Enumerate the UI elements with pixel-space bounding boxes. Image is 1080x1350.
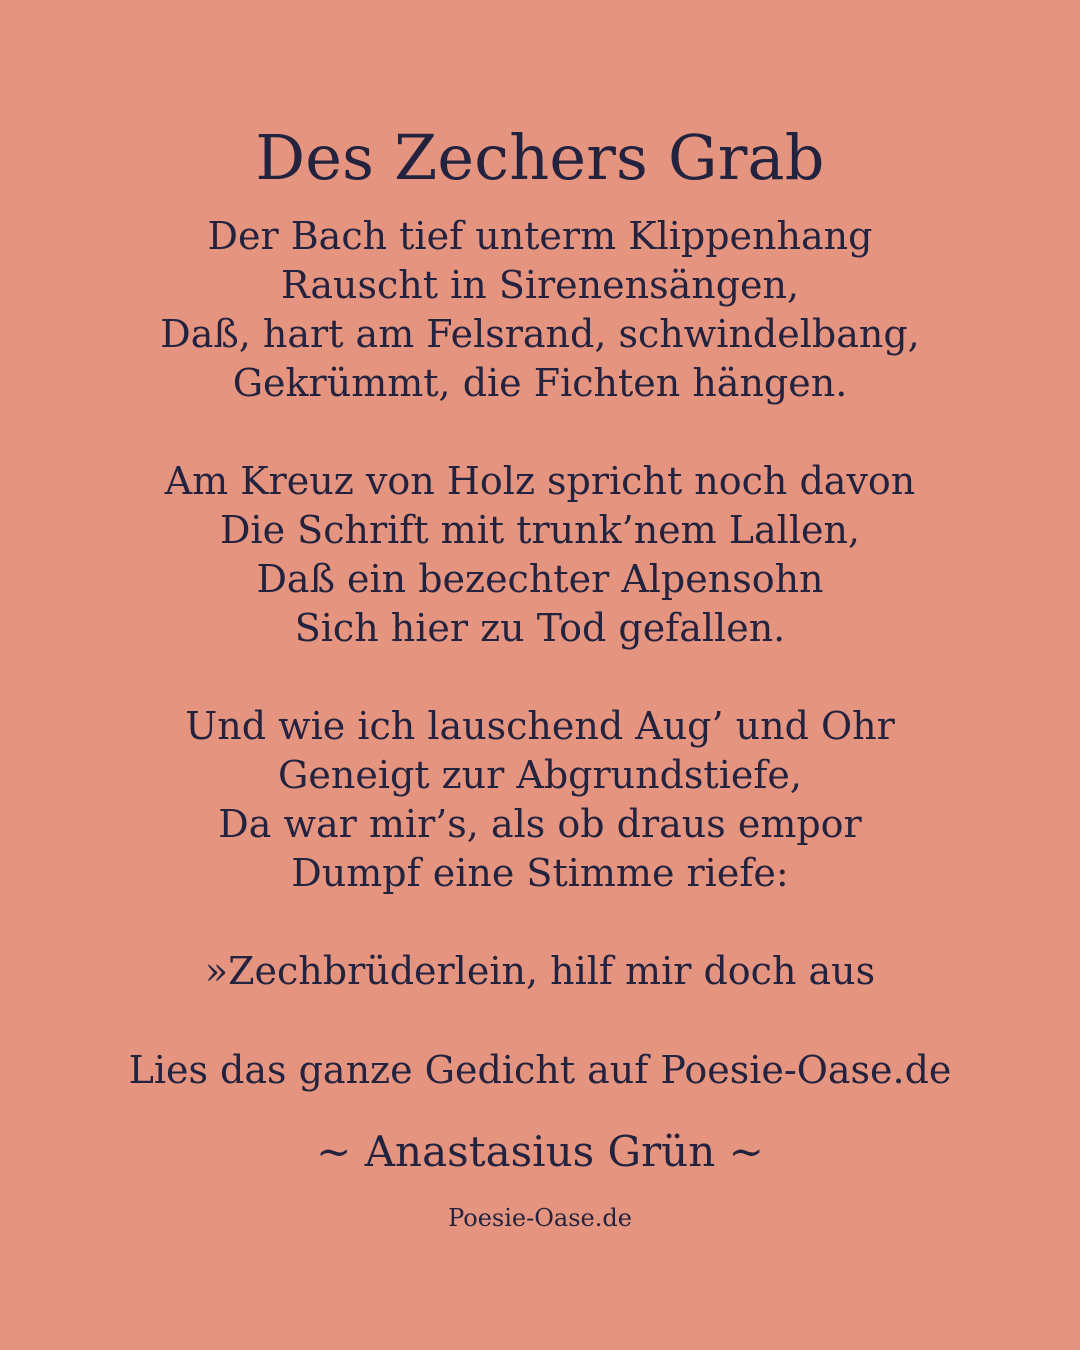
read-more-text: Lies das ganze Gedicht auf Poesie-Oase.de [128,1048,952,1092]
poem-line: Rauscht in Sirenensängen, [280,263,800,307]
poem-line: Daß, hart am Felsrand, schwindelbang, [160,312,920,356]
poem-line: Gekrümmt, die Fichten hängen. [232,361,848,405]
poem-line: Geneigt zur Abgrundstiefe, [278,753,802,797]
poem-line: Die Schrift mit trunk’nem Lallen, [219,508,861,552]
poem-line: Der Bach tief unterm Klippenhang [207,214,873,258]
stanza-1 [0,212,1080,408]
poem-line: Da war mir’s, als ob draus empor [218,802,862,846]
poem-line: Am Kreuz von Holz spricht noch davon [164,459,916,503]
poem-title: Des Zechers Grab [255,121,825,194]
poem-line: Sich hier zu Tod gefallen. [294,606,786,650]
poem-line: »Zechbrüderlein, hilf mir doch aus [204,949,876,993]
poem-line: Dumpf eine Stimme riefe: [291,851,789,895]
author-name: ~ Anastasius Grün ~ [316,1127,764,1176]
poem-line: Daß ein bezechter Alpensohn [256,557,824,601]
stanza-3 [0,702,1080,898]
poem-line: Und wie ich lauschend Aug’ und Ohr [185,704,895,748]
poem-body [0,212,1080,1045]
stanza-4 [0,947,1080,996]
site-name: Poesie-Oase.de [448,1204,632,1232]
stanza-2 [0,457,1080,653]
